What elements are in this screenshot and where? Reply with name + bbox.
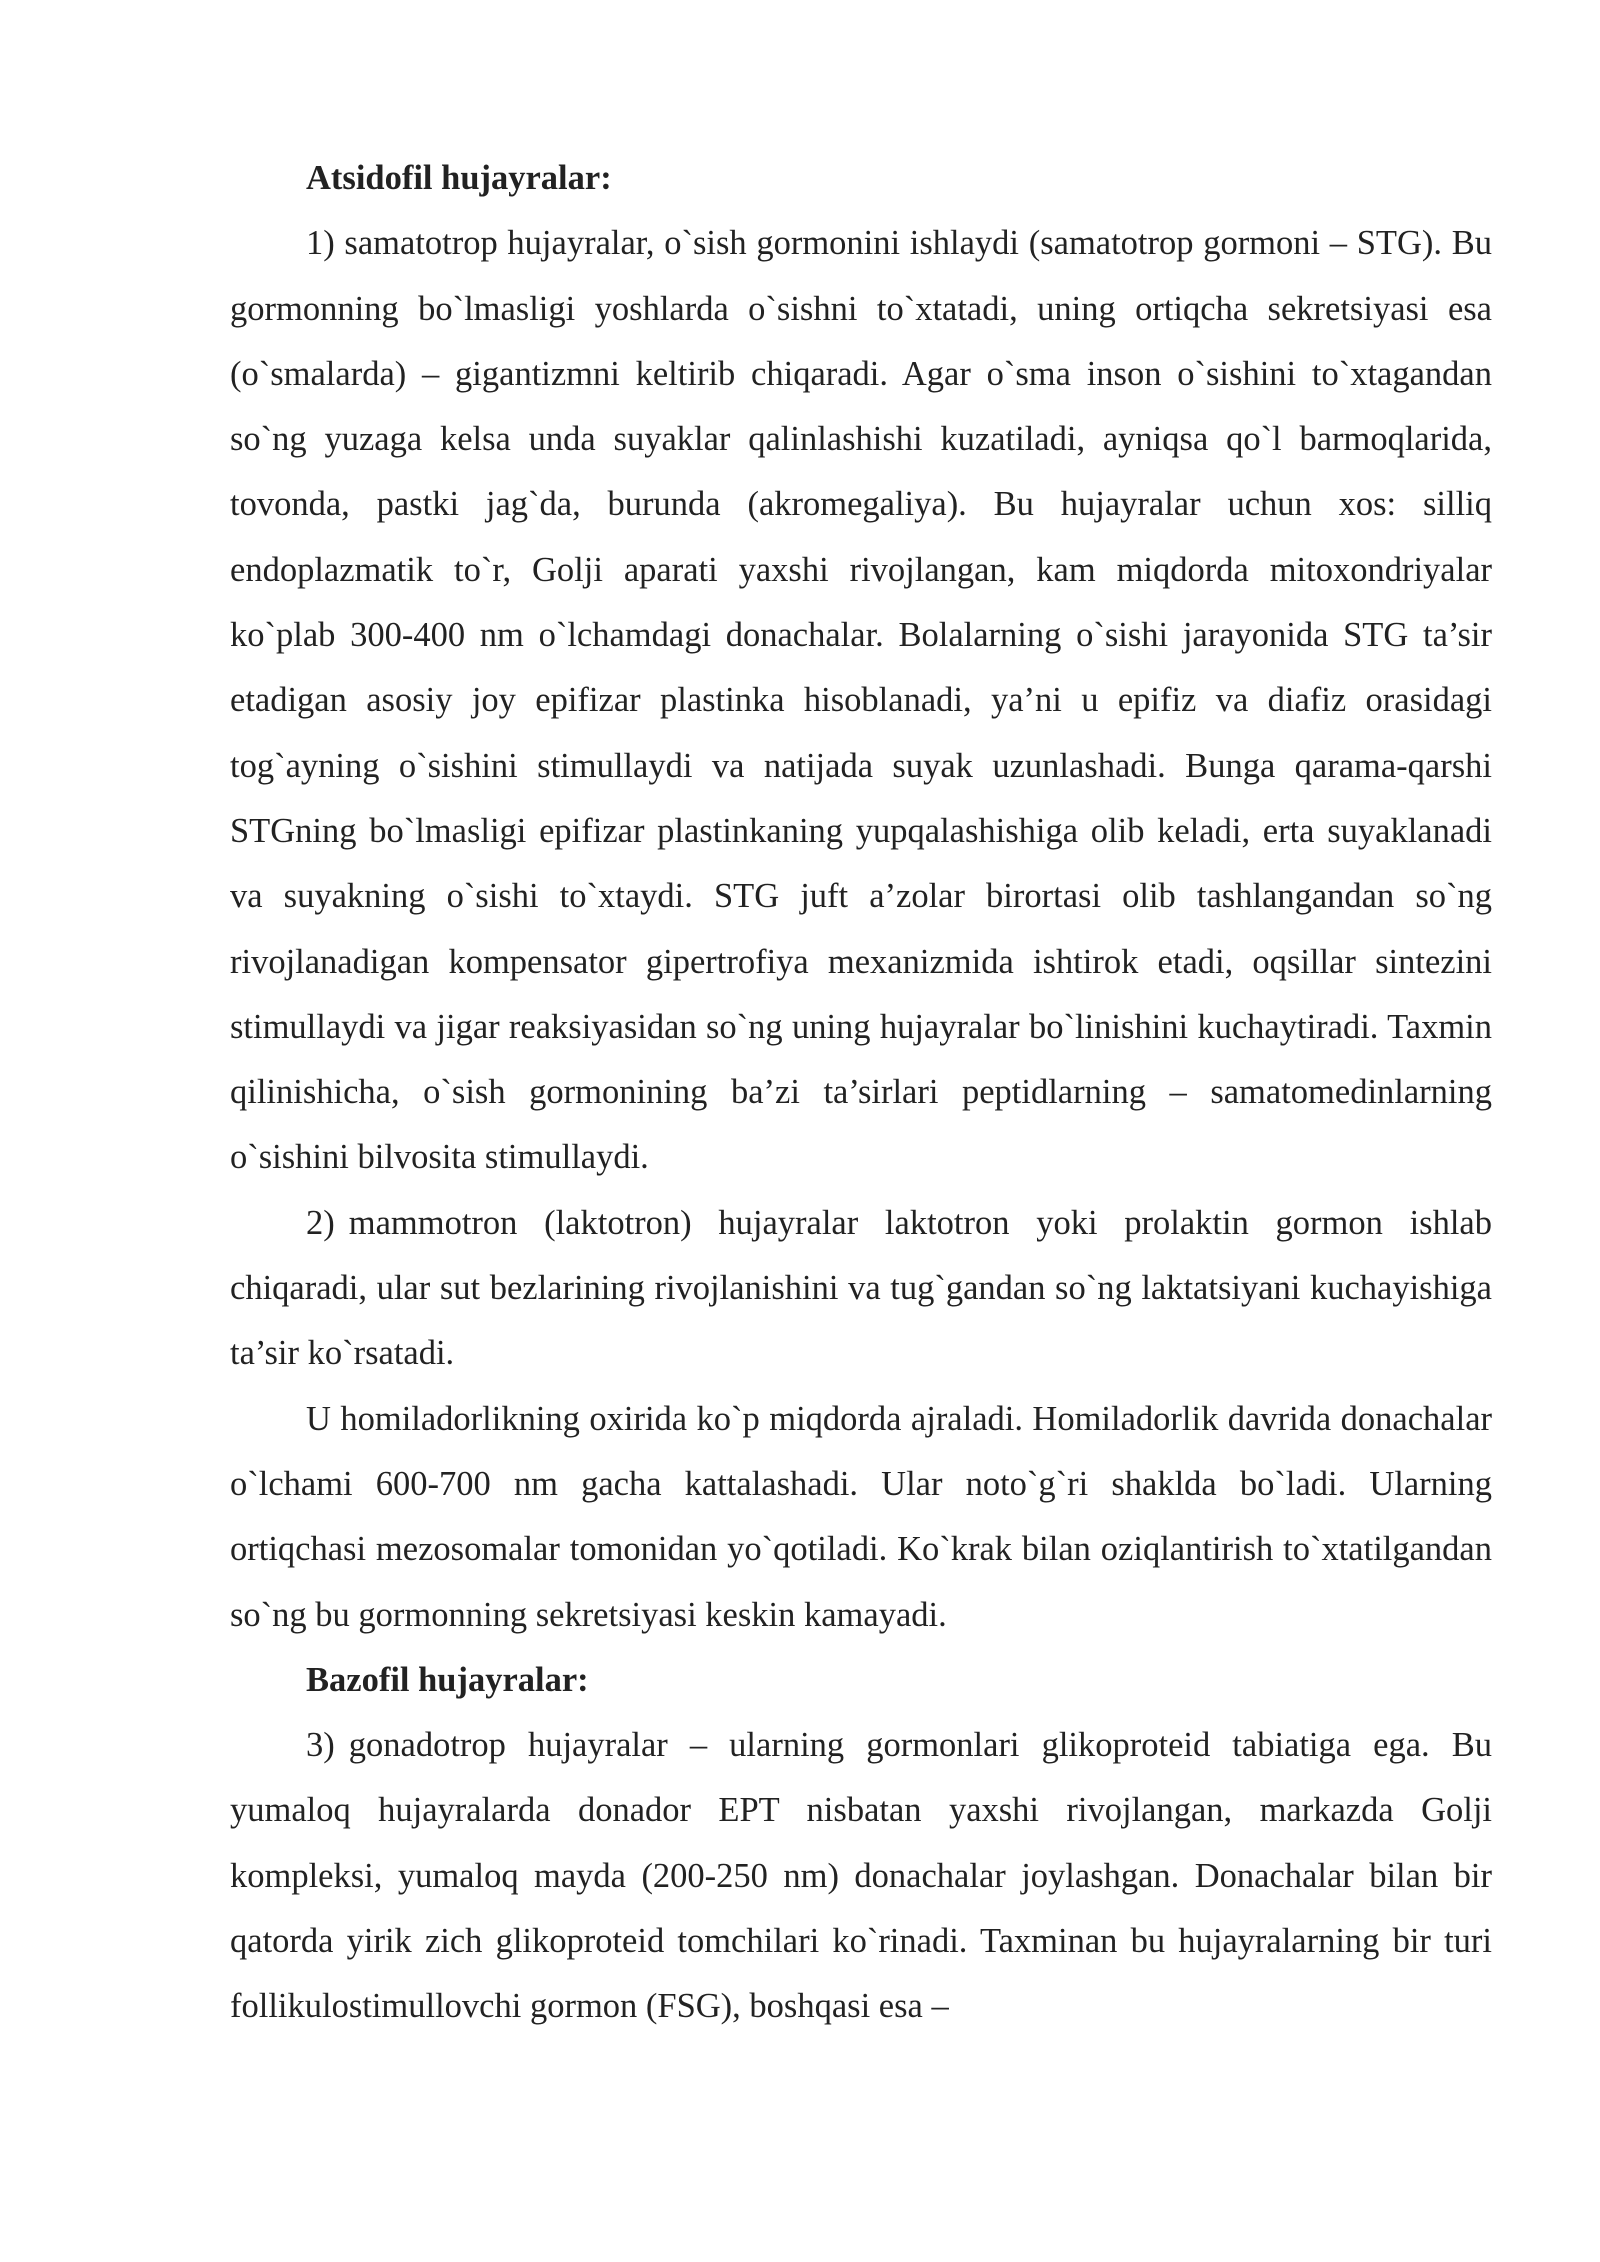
paragraph-gonadotropic-text: gonadotrop hujayralar – ularning gormonlari glikoproteid tabiatiga ega. Bu yumaloq hujayralarda donador EPT nisbatan yaxshi rivojlangan, markazda Golji kompleksi, yumaloq mayda (200-250 nm) donachalar joylashgan. Donachalar bilan bir qatorda yirik zich glikoproteid tomchilari ko`rinadi. Taxminan bu hujayralarning bir turi follikulostimullovchi gormon (FSG), boshqasi esa – xyxy=(230,1726,1492,2026)
paragraph-mammotropic-text: mammotron (laktotron) hujayralar laktotron yoki prolaktin gormon ishlab chiqaradi, ular sut bezlarining rivojlanishini va tug`gandan so`ng laktatsiyani kuchayishiga ta’sir ko`rsatadi. xyxy=(230,1203,1492,1373)
list-number-3: 3) xyxy=(306,1726,335,1765)
paragraph-pregnancy-secretion: U homiladorlikning oxirida ko`p miqdorda ajraladi. Homiladorlik davrida donachalar o`lchami 600-700 nm gacha kattalashadi. Ular noto`g`ri shaklda bo`ladi. Ularning ortiqchasi mezosomalar tomonidan yo`qotiladi. Ko`krak bilan oziqlantirish to`xtatilgandan so`ng bu gormonning sekretsiyasi keskin kamayadi. xyxy=(230,1399,1492,1634)
paragraph-somatotropic-cells: 1) samatotrop hujayralar, o`sish gormonini ishlaydi (samatotrop gormoni – STG). Bu gormonning bo`lmasligi yoshlarda o`sishni to`xtatadi, uning ortiqcha sekretsiyasi esa (o`smalarda) – gigantizmni keltirib chiqaradi. Agar o`sma inson o`sishini to`xtagandan so`ng yuzaga kelsa unda suyaklar qalinlashishi kuzatiladi, ayniqsa qo`l barmoqlarida, tovonda, pastki jag`da, burunda (akromegaliya). Bu hujayralar uchun xos: silliq endoplazmatik to`r, Golji aparati yaxshi rivojlangan, kam miqdorda mitoxondriyalar ko`plab 300-400 nm o`lchamdagi donachalar. Bolalarning o`sishi jarayonida STG ta’sir etadigan asosiy joy epifizar plastinka hisoblanadi, ya’ni u epifiz va diafiz orasidagi tog`ayning o`sishini stimullaydi va natijada suyak uzunlashadi. Bunga qarama-qarshi STGning bo`lmasligi epifizar plastinkaning yupqalashishiga olib keladi, erta suyaklanadi va suyakning o`sishi to`xtaydi. STG juft a’zolar birortasi olib tashlangandan so`ng rivojlanadigan kompensator gipertrofiya mexanizmida ishtirok etadi, oqsillar sintezini stimullaydi va jigar reaksiyasidan so`ng uning hujayralar bo`linishini kuchaytiradi. Taxmin qilinishicha, o`sish gormonining ba’zi ta’sirlari peptidlarning – samatomedinlarning o`sishini bilvosita stimullaydi. xyxy=(230,224,1492,1177)
document-body xyxy=(230,146,1492,2040)
heading-basophil-cells: Bazofil hujayralar: xyxy=(306,1660,589,1699)
paragraph-gonadotropic-cells xyxy=(230,1713,1492,2039)
heading-acidophil-cells: Atsidofil hujayralar: xyxy=(306,159,612,197)
paragraph-mammotropic-cells xyxy=(230,1191,1492,1387)
list-number-2: 2) xyxy=(306,1203,335,1242)
